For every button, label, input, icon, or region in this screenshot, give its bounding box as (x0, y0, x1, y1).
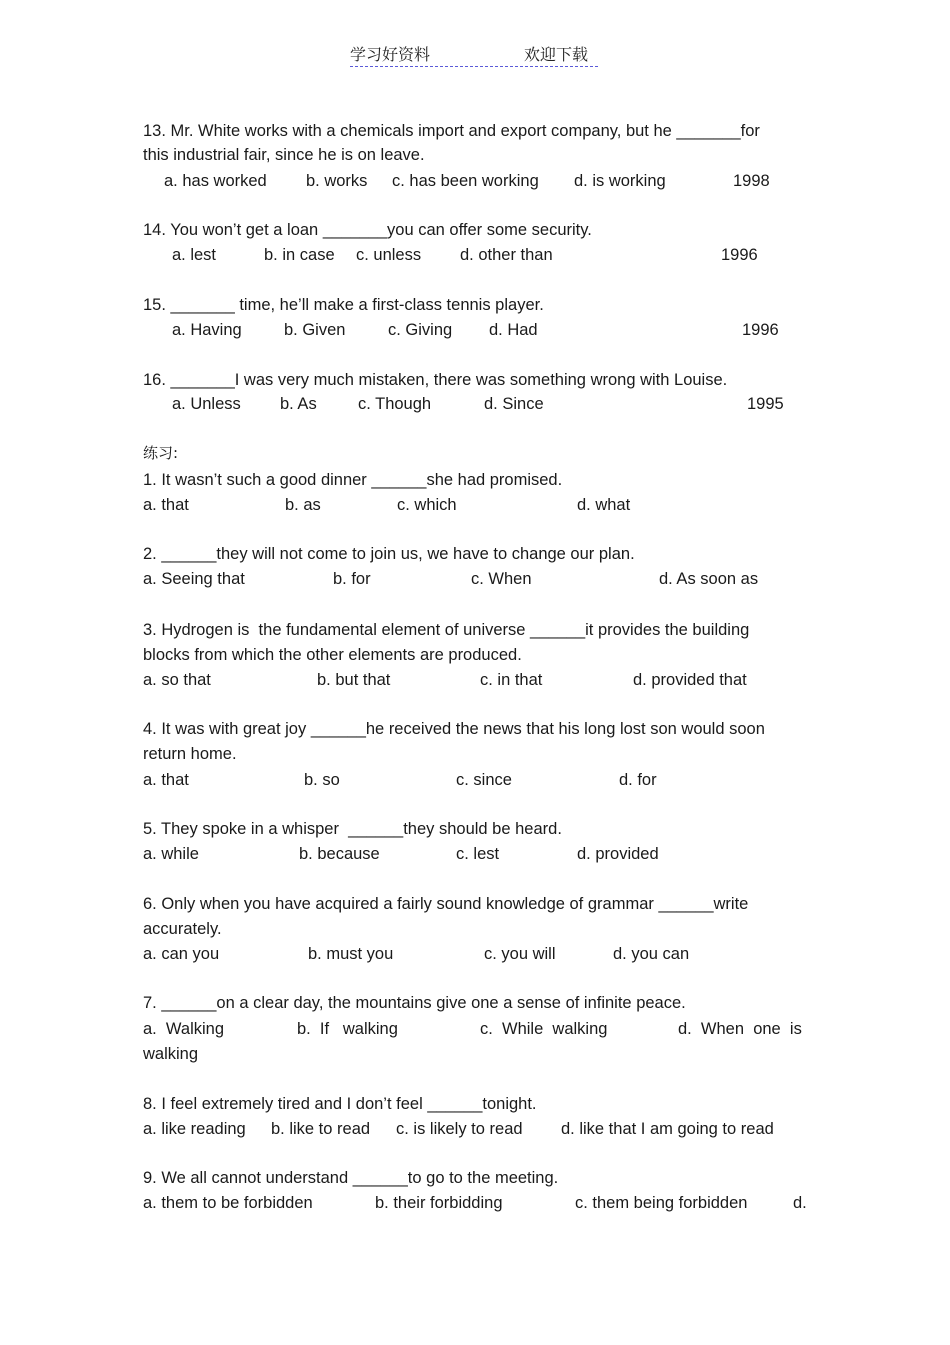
option-a: a. Walking (143, 1020, 225, 1038)
exam-year: 1995 (747, 395, 784, 413)
option-d: d. you can (613, 945, 690, 963)
question-line: 5. They spoke in a whisper ______they should be heard. (143, 820, 562, 838)
question-line: accurately. (143, 920, 222, 938)
option-a: a. Having (172, 321, 242, 339)
option-b: b. because (299, 845, 380, 863)
option-b: b. as (285, 496, 321, 514)
header-left-text: 学习好资料 (350, 45, 431, 64)
option-a: a. has worked (164, 172, 267, 190)
option-d: d. Had (489, 321, 538, 339)
option-a: a. can you (143, 945, 220, 963)
option-a: a. that (143, 496, 189, 514)
option-b: b. but that (317, 671, 391, 689)
option-d: d. provided that (633, 671, 747, 689)
option-a: a. like reading (143, 1120, 246, 1138)
option-a: a. while (143, 845, 199, 863)
option-c: c. has been working (392, 172, 539, 190)
option-a: a. that (143, 771, 189, 789)
question-line: 9. We all cannot understand ______to go to the meeting. (143, 1169, 559, 1187)
question-line: 2. ______they will not come to join us, we have to change our plan. (143, 545, 635, 563)
question-line: return home. (143, 745, 237, 763)
option-a: a. them to be forbidden (143, 1194, 313, 1212)
option-c: c. is likely to read (396, 1120, 523, 1138)
option-d: d. provided (577, 845, 659, 863)
header-right-text: 欢迎下载 (524, 45, 589, 64)
option-d: d. other than (460, 246, 553, 264)
option-d: d. is working (574, 172, 666, 190)
option-c: c. you will (484, 945, 556, 963)
question-line: 14. You won’t get a loan _______you can offer some security. (143, 221, 592, 239)
option-d: d. like that I am going to read (561, 1120, 774, 1138)
page-header (350, 42, 598, 67)
option-c: c. which (397, 496, 457, 514)
option-b: b. works (306, 172, 368, 190)
question-line: 6. Only when you have acquired a fairly sound knowledge of grammar ______write (143, 895, 749, 913)
option-c: c. since (456, 771, 512, 789)
option-d: d. what (577, 496, 631, 514)
exam-year: 1996 (742, 321, 779, 339)
option-b: b. so (304, 771, 340, 789)
question-line: this industrial fair, since he is on leave. (143, 146, 425, 164)
option-b: b. If walking (297, 1020, 398, 1038)
option-d: d. for (619, 771, 657, 789)
question-line: 3. Hydrogen is the fundamental element of universe ______it provides the building (143, 621, 750, 639)
option-a: a. Seeing that (143, 570, 245, 588)
option-c: c. While walking (480, 1020, 608, 1038)
option-c: c. lest (456, 845, 500, 863)
option-b: b. Given (284, 321, 346, 339)
option-a: a. so that (143, 671, 211, 689)
option-c: c. Giving (388, 321, 453, 339)
exam-year: 1996 (721, 246, 758, 264)
option-d: d. Since (484, 395, 544, 413)
option-d: d. As soon as (659, 570, 759, 588)
question-line: 15. _______ time, he’ll make a first-class tennis player. (143, 296, 544, 314)
question-line: 8. I feel extremely tired and I don’t feel ______tonight. (143, 1095, 537, 1113)
question-line: 16. _______I was very much mistaken, there was something wrong with Louise. (143, 371, 728, 389)
exam-year: 1998 (733, 172, 770, 190)
question-line: blocks from which the other elements are produced. (143, 646, 522, 664)
option-d: d. (793, 1194, 807, 1212)
option-b: b. in case (264, 246, 335, 264)
question-line: 7. ______on a clear day, the mountains give one a sense of infinite peace. (143, 994, 686, 1012)
option-c: c. unless (356, 246, 422, 264)
option-b: b. for (333, 570, 371, 588)
option-c: c. When (471, 570, 532, 588)
option-c: c. Though (358, 395, 432, 413)
option-c: c. them being forbidden (575, 1194, 748, 1212)
option-b: b. As (280, 395, 317, 413)
option-d: d. When one is (678, 1020, 802, 1038)
option-a: a. lest (172, 246, 217, 264)
option-b: b. their forbidding (375, 1194, 503, 1212)
question-line: 1. It wasn’t such a good dinner ______she had promised. (143, 471, 563, 489)
option-b: b. must you (308, 945, 394, 963)
option-c: c. in that (480, 671, 543, 689)
practice-title: 练习: (143, 444, 179, 462)
question-line: 13. Mr. White works with a chemicals import and export company, but he _______for (143, 122, 760, 140)
option-a: a. Unless (172, 395, 241, 413)
option-d-wrap: walking (143, 1045, 199, 1063)
question-line: 4. It was with great joy ______he received the news that his long lost son would soon (143, 720, 765, 738)
option-b: b. like to read (271, 1120, 371, 1138)
